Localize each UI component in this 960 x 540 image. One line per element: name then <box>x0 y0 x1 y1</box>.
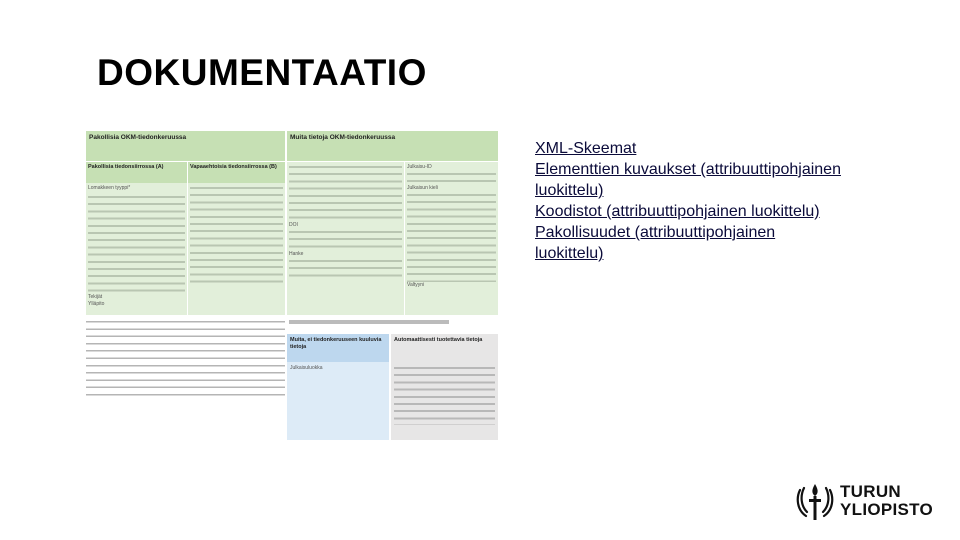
logo-line2: YLIOPISTO <box>840 500 934 519</box>
col3-body <box>287 161 404 315</box>
documentation-table-image <box>86 131 498 440</box>
col2-header: Vapaaehtoisia tiedonsiirrossa (B) <box>188 161 285 183</box>
col3-item: Hanke <box>289 251 304 258</box>
bottom-right-header: Automaattisesti tuotettavia tietoja <box>391 334 498 362</box>
col2-body <box>188 183 285 315</box>
link-mandatory-fields[interactable]: Pakollisuudet (attribuuttipohjainen luokittelu) <box>535 224 776 262</box>
col3-text-lines <box>289 229 402 251</box>
left-header: Pakollisia OKM-tiedonkeruussa <box>86 131 285 161</box>
footnotes <box>86 319 285 399</box>
col1-text-lines <box>88 194 185 294</box>
col3-item: DOI <box>289 222 298 228</box>
auto-text-lines <box>394 365 495 425</box>
col4-body <box>405 161 498 315</box>
university-logo <box>794 482 940 522</box>
col1-item: Lomakkeen tyyppi* <box>88 185 131 191</box>
slide-title: DOKUMENTAATIO <box>97 52 427 93</box>
col4-text-lines <box>407 192 496 282</box>
logo-line1: TURUN <box>840 482 901 501</box>
link-element-descriptions[interactable]: Elementtien kuvaukset (attribuuttipohjainen luokittelu) <box>535 161 841 199</box>
col1-header: Pakollisia tiedonsiirrossa (A) <box>86 161 187 183</box>
col4-item: Julkaisun kieli <box>407 185 438 192</box>
col1-body <box>86 183 187 315</box>
col3-text-lines <box>289 164 402 222</box>
col4-item: Valtyyni <box>407 282 425 289</box>
torch-emblem-icon <box>794 482 836 522</box>
bottom-right-body <box>391 362 498 440</box>
col4-text-lines <box>407 171 496 185</box>
documentation-links <box>535 138 845 264</box>
col3-text-lines <box>289 258 402 280</box>
col1-item: Ylläpito <box>88 301 105 308</box>
bottom-left-header: Muita, ei tiedonkeruuseen kuuluvia tietoja <box>287 334 389 362</box>
notes-item: Julkaisuluokka <box>290 365 323 371</box>
bottom-left-body <box>287 362 389 440</box>
link-code-lists[interactable]: Koodistot (attribuuttipohjainen luokittelu) <box>535 203 820 220</box>
logo-wordmark <box>840 483 933 519</box>
col2-text-lines <box>190 185 283 283</box>
col1-item: Tekijät <box>88 294 103 301</box>
right-footnote <box>289 320 449 324</box>
link-xml-schemas[interactable]: XML-Skeemat <box>535 140 637 157</box>
col4-item: Julkaisu-ID <box>407 164 432 170</box>
right-header: Muita tietoja OKM-tiedonkeruussa <box>287 131 498 161</box>
